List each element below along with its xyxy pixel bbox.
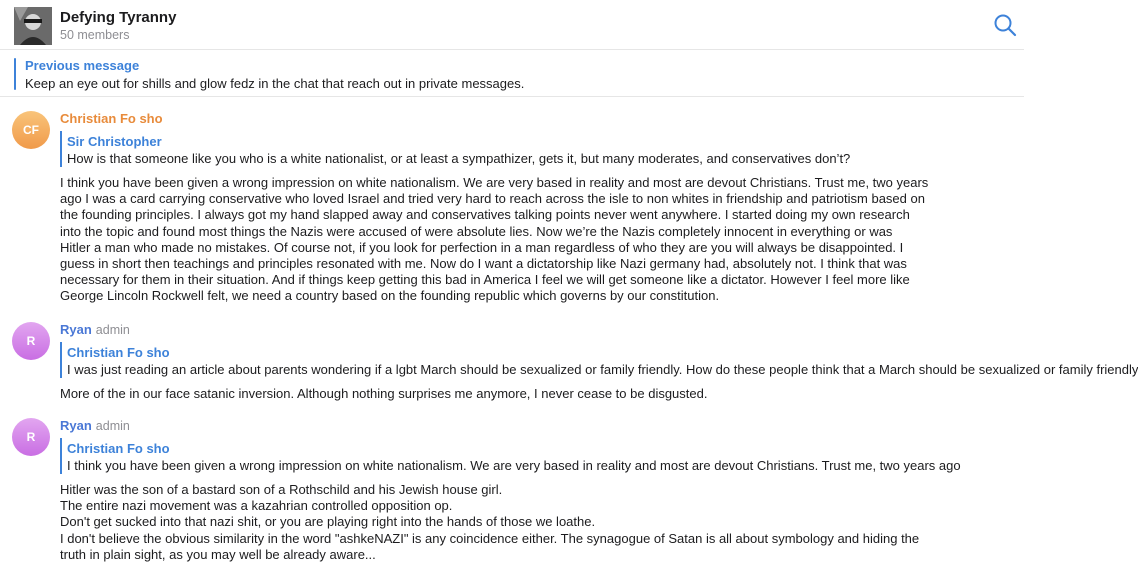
reply-sender: Christian Fo sho	[67, 345, 170, 360]
message-line: Don't get sucked into that nazi shit, or you are playing right into the hands of those we loathe.	[60, 514, 596, 530]
reply-sender: Sir Christopher	[67, 134, 162, 149]
search-icon[interactable]	[992, 12, 1018, 38]
reply-text: I was just reading an article about parents wondering if a lgbt March should be sexualized or family friendly. How do these people think that a March should be sexualized or family friendly	[67, 362, 1138, 377]
pinned-label: Previous message	[25, 58, 140, 73]
reply-quote[interactable]	[60, 438, 1005, 474]
message-text	[60, 386, 1010, 402]
message-text	[60, 175, 1010, 305]
sender-role: admin	[95, 323, 130, 337]
message-line: truth in plain sight, as you may well be already aware...	[60, 546, 376, 562]
pinned-message[interactable]	[0, 51, 1024, 97]
message-line: into the topic and found most things the Nazis were accused of were absolute lies. Now we’re the Nazis completely innocent in everything or was	[60, 223, 893, 239]
sender-name[interactable]	[60, 418, 130, 433]
message-line: George Lincoln Rockwell felt, we need a country based on the founding republic which governs by our constitution.	[60, 288, 720, 304]
sender-avatar[interactable]: R	[12, 418, 50, 456]
chat-header	[0, 0, 1024, 50]
message-line: Hitler was the son of a bastard son of a Rothschild and his Jewish house girl.	[60, 482, 503, 497]
member-count: 50 members	[60, 28, 130, 42]
message-line: guess in short then teachings and principles resonated with me. Now do I want a dictatorship like Nazi germany had, absolutely not. I think that was	[60, 256, 907, 272]
pinned-accent-bar	[14, 58, 16, 90]
sender-name-text: Ryan	[60, 322, 92, 337]
message-line: More of the in our face satanic inversion. Although nothing surprises me anymore, I never cease to be disgusted.	[60, 386, 708, 401]
message-line: the founding principles. I always got my hand slapped away and conservatives talking points never went anywhere. I started doing my own research	[60, 207, 910, 223]
sender-name[interactable]	[60, 322, 130, 337]
message-line: I think you have been given a wrong impression on white nationalism. We are very based in reality and most are devout Christians. Trust me, two years	[60, 175, 929, 190]
reply-sender: Christian Fo sho	[67, 441, 170, 456]
message-line: Hitler a man who made no mistakes. Of course not, if you look for perfection in a man regardless of who they are you will always be disappointed. I	[60, 239, 904, 255]
reply-quote[interactable]	[60, 342, 1138, 378]
pinned-text: Keep an eye out for shills and glow fedz in the chat that reach out in private messages.	[25, 76, 525, 91]
message-line: The entire nazi movement was a kazahrian controlled opposition op.	[60, 498, 453, 514]
reply-quote[interactable]	[60, 131, 1005, 167]
reply-text: How is that someone like you who is a white nationalist, or at least a sympathizer, gets it, but many moderates, and conservatives don’t?	[67, 151, 851, 166]
group-title[interactable]: Defying Tyranny	[60, 9, 177, 26]
sender-avatar[interactable]: R	[12, 322, 50, 360]
message-line: necessary for them in their situation. And if things keep getting this bad in America I feel we will get someone like a dictator. However I feel more like	[60, 272, 910, 288]
group-avatar[interactable]	[14, 7, 52, 45]
sender-role: admin	[95, 419, 130, 433]
message-text	[60, 482, 1010, 563]
sender-avatar[interactable]: CF	[12, 111, 50, 149]
sender-name-text: Ryan	[60, 418, 92, 433]
sender-name[interactable]: Christian Fo sho	[60, 111, 163, 126]
message-line: I don't believe the obvious similarity in the word "ashkeNAZI" is any coincidence either. The synagogue of Satan is all about symbology and hiding the	[60, 530, 920, 546]
reply-text: I think you have been given a wrong impression on white nationalism. We are very based in reality and most are devout Christians. Trust me, two years ago	[67, 458, 961, 473]
group-avatar-image	[14, 7, 52, 45]
message-line: ago I was a card carrying conservative who loved Israel and tried very hard to reach across the isle to non whites in friendship and patriotism based on	[60, 191, 925, 207]
